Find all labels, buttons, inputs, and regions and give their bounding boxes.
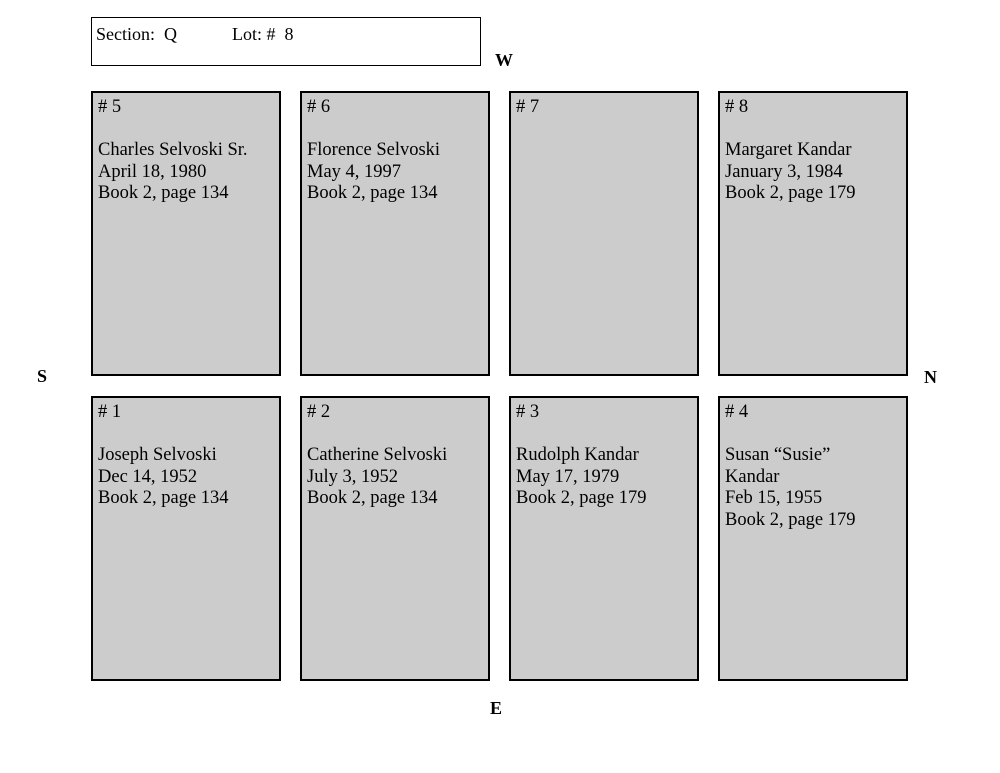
interred-name: Joseph Selvoski — [98, 445, 217, 465]
plot-details — [725, 445, 905, 531]
compass-south: S — [37, 366, 48, 386]
interred-name: Susan “Susie” — [725, 445, 831, 465]
plot-number: # 8 — [725, 97, 749, 117]
plot-7 — [509, 91, 699, 376]
burial-date: Feb 15, 1955 — [725, 488, 823, 508]
plot-number: # 1 — [98, 402, 122, 422]
record-reference: Book 2, page 179 — [516, 488, 647, 508]
record-reference: Book 2, page 134 — [307, 488, 438, 508]
plot-5 — [91, 91, 281, 376]
plot-number: # 6 — [307, 97, 331, 117]
plot-number: # 3 — [516, 402, 540, 422]
record-reference: Book 2, page 134 — [98, 183, 229, 203]
section-lot-box — [91, 17, 481, 66]
interred-name: Catherine Selvoski — [307, 445, 448, 465]
plot-2 — [300, 396, 490, 681]
plot-4 — [718, 396, 908, 681]
burial-date: Dec 14, 1952 — [98, 466, 198, 487]
compass-west: W — [495, 50, 513, 70]
plot-3 — [509, 396, 699, 681]
record-reference: Book 2, page 134 — [98, 488, 229, 508]
plot-number: # 4 — [725, 402, 749, 422]
plot-details — [98, 140, 278, 205]
interred-name: Margaret Kandar — [725, 140, 852, 160]
plot-details — [307, 140, 487, 205]
plot-6 — [300, 91, 490, 376]
plot-details — [307, 445, 487, 510]
plot-details — [98, 445, 278, 510]
record-reference: Book 2, page 179 — [725, 509, 856, 530]
burial-date: January 3, 1984 — [725, 161, 843, 182]
plot-number: # 7 — [516, 97, 540, 117]
burial-date: May 17, 1979 — [516, 466, 620, 487]
interred-name: Charles Selvoski Sr. — [98, 140, 248, 160]
section-label: Section: Q — [96, 24, 177, 44]
record-reference: Book 2, page 179 — [725, 183, 856, 203]
plot-8 — [718, 91, 908, 376]
plot-details — [516, 445, 696, 510]
compass-east: E — [490, 698, 503, 718]
burial-date: May 4, 1997 — [307, 161, 402, 182]
plot-details — [725, 140, 905, 205]
plot-number: # 2 — [307, 402, 331, 422]
interred-name: Rudolph Kandar — [516, 445, 639, 465]
interred-name: Florence Selvoski — [307, 140, 441, 160]
plot-number: # 5 — [98, 97, 122, 117]
plot-1 — [91, 396, 281, 681]
interred-name-continued: Kandar — [725, 466, 780, 487]
compass-north: N — [924, 367, 937, 387]
record-reference: Book 2, page 134 — [307, 183, 438, 203]
burial-date: July 3, 1952 — [307, 466, 398, 487]
burial-date: April 18, 1980 — [98, 161, 207, 182]
lot-label: Lot: # 8 — [232, 24, 294, 44]
